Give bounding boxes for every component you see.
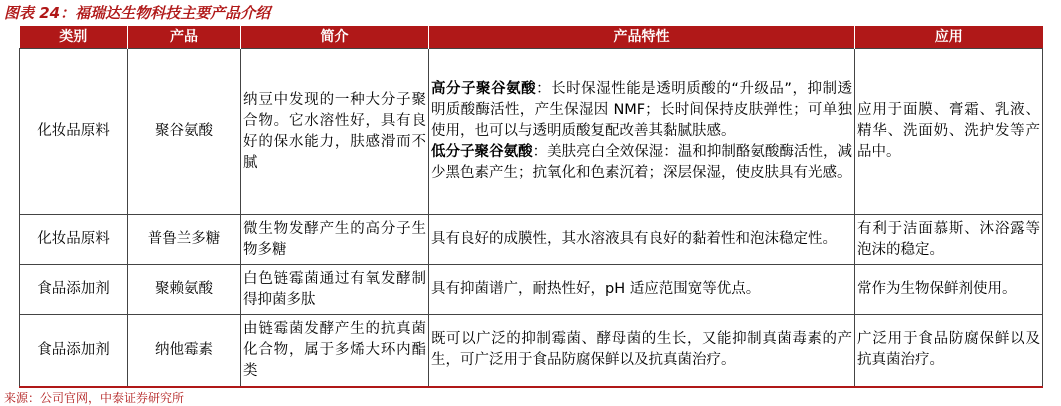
header-feature: 产品特性 (429, 26, 855, 49)
category-cell: 化妆品原料 (20, 215, 128, 265)
feature-cell: 具有抑菌谱广，耐热性好，pH 适应范围宽等优点。 (429, 265, 855, 315)
product-cell: 普鲁兰多糖 (128, 215, 241, 265)
category-cell: 化妆品原料 (20, 49, 128, 215)
source-note: 来源：公司官网，中泰证券研究所 (4, 391, 185, 405)
table-row (20, 215, 1043, 265)
feature-text-high: ：长时保湿性能是透明质酸的“升级品”，抑制透明质酸酶活性，产生保湿因 NMF；长时间保持皮肤弹性；可单独使用，也可以与透明质酸复配改善其黏腻肤感。 (431, 81, 852, 139)
intro-cell: 白色链霉菌通过有氧发酵制得抑菌多肽 (241, 265, 429, 315)
table-header-row (20, 26, 1043, 49)
header-category: 类别 (20, 26, 128, 49)
intro-cell: 微生物发酵产生的高分子生物多糖 (241, 215, 429, 265)
application-cell: 有利于洁面慕斯、沐浴露等泡沫的稳定。 (855, 215, 1043, 265)
feature-label-low: 低分子聚谷氨酸 (431, 144, 533, 160)
table-row (20, 315, 1043, 387)
product-cell: 纳他霉素 (128, 315, 241, 387)
category-cell: 食品添加剂 (20, 265, 128, 315)
product-cell: 聚赖氨酸 (128, 265, 241, 315)
application-cell: 常作为生物保鲜剂使用。 (855, 265, 1043, 315)
table-row (20, 265, 1043, 315)
feature-label-high: 高分子聚谷氨酸 (431, 81, 537, 97)
feature-text-low: ：美肤亮白全效保湿：温和抑制酪氨酸酶活性，减少黑色素产生；抗氧化和色素沉着；深层保湿，使皮肤具有光感。 (431, 144, 852, 181)
feature-cell: 既可以广泛的抑制霉菌、酵母菌的生长，又能抑制真菌毒素的产生，可广泛用于食品防腐保鲜以及抗真菌治疗。 (429, 315, 855, 387)
header-application: 应用 (855, 26, 1043, 49)
application-cell: 应用于面膜、膏霜、乳液、精华、洗面奶、洗护发等产品中。 (855, 49, 1043, 215)
feature-cell (429, 49, 855, 215)
table-row (20, 49, 1043, 215)
product-cell: 聚谷氨酸 (128, 49, 241, 215)
category-cell: 食品添加剂 (20, 315, 128, 387)
product-table (19, 26, 1043, 388)
intro-cell: 由链霉菌发酵产生的抗真菌化合物，属于多烯大环内酯类 (241, 315, 429, 387)
figure-title: 图表 24：福瑞达生物科技主要产品介绍 (4, 4, 271, 22)
feature-cell: 具有良好的成膜性，其水溶液具有良好的黏着性和泡沫稳定性。 (429, 215, 855, 265)
application-cell: 广泛用于食品防腐保鲜以及抗真菌治疗。 (855, 315, 1043, 387)
header-product: 产品 (128, 26, 241, 49)
intro-cell: 纳豆中发现的一种大分子聚合物。它水溶性好，具有良好的保水能力，肤感滑而不腻 (241, 49, 429, 215)
header-intro: 简介 (241, 26, 429, 49)
